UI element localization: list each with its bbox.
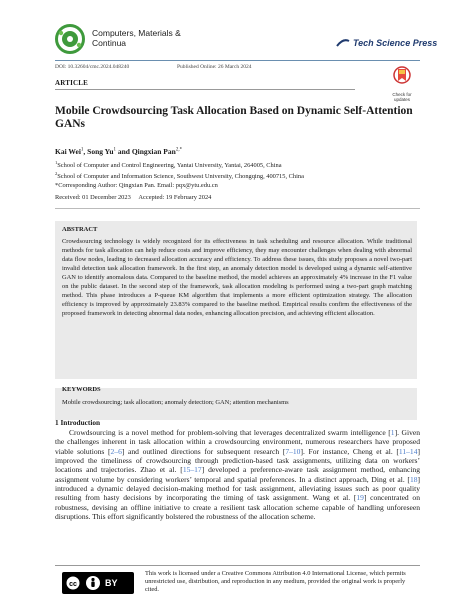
affiliation: $^2$School of Computer and Information Science, Southwest University, Chongqing, 400715, China [55,171,304,181]
citation-link[interactable]: 11–14 [398,446,418,456]
corresponding-author[interactable]: *Corresponding Author: Qingxian Pan. Email: pqx@ytu.edu.cn [55,182,218,189]
journal-logo [55,24,85,54]
article-type-label: ARTICLE [55,79,89,87]
keywords-heading: KEYWORDS [62,386,101,393]
received-accepted-dates: Received: 01 December 2023 Accepted: 19 February 2024 [55,194,212,201]
publisher-swoosh-icon [336,38,350,48]
keywords-text: Mobile crowdsourcing; task allocation; anomaly detection; GAN; attention mechanisms [62,399,289,406]
dates-divider [55,208,420,209]
introduction-paragraph: Crowdsourcing is a novel method for problem-solving that leverages decentralized swarm intelligence [1]. Given the challenges inherent in task allocation within a crowdsourcing environment, numerous researchers have proposed viable solutions [2–6] and outlined directions for subsequent research [7–10]. For instance, Cheng et al. [11–14] improved the timeliness of crowdsourcing through prediction-based task assignments, utilizing data on workers’ locations and trajectories. Zhao et al. [15–17] developed a preference-aware task assignment method, enhancing assignment volume by considering workers’ temporal and spatial preferences. In a distinct approach, Ding et al. [18] introduced a dynamic delayed decision-making method for task assignment, alleviating issues such as poor quality resulting from hasty decisions by incorporating the timing of task assignment. Wang et al. [19] concentrated on robustness, devising an offline initiative to create a resilient task allocation scheme capable of handling unforeseen disruptions. This effort significantly bolstered the robustness of the allocation scheme. [55,428,420,522]
author-list: Kai Wei$^1$, Song Yu$^1$ and Qingxian Pan$^{2,*}$ [55,147,183,156]
header-divider [55,60,420,61]
published-date: Published Online: 26 March 2024 [177,64,252,70]
check-for-updates-button[interactable] [387,66,417,100]
abstract-heading: ABSTRACT [62,226,98,233]
author-name[interactable]: and Qingxian Pan [116,147,176,156]
paper-title: Mobile Crowdsourcing Task Allocation Based on Dynamic Self-Attention GANs [55,105,413,130]
article-divider [55,89,355,90]
bookmark-icon [393,66,411,86]
section-heading-introduction: 1 Introduction [55,418,101,427]
publisher-logo [336,38,437,48]
license-text: This work is licensed under a Creative Commons Attribution 4.0 International License, which permits unrestricted use, distribution, and reproduction in any medium, provided the original work is properly cited. [145,570,406,594]
citation-link[interactable]: 1 [390,428,395,437]
doi-text[interactable]: DOI: 10.32604/cmc.2024.048240 [55,64,130,70]
citation-link[interactable]: 2–6 [110,446,122,456]
citation-link[interactable]: 7–10 [285,446,301,456]
publisher-name: Tech Science Press [353,38,438,48]
cc-by-label: BY [105,578,118,588]
citation-link[interactable]: 18 [409,474,418,484]
abstract-text: Crowdsourcing technology is widely recognized for its effectiveness in task scheduling and resource allocation. While traditional methods for task allocation can help reduce costs and improve efficiency, they may encounter challenges when dealing with abnormal data flow nodes, leading to decreased allocation accuracy and efficiency. To address these issues, this study proposes a novel two-part invalid detection task allocation framework. In the first step, an anomaly detection model is developed using a dynamic self-attentive GAN to identify anomalous data. Compared to the baseline method, the model achieves an approximately 4% increase in the F1 value on the public dataset. In the second step of the framework, task allocation modeling is performed using a two-part graph matching method. This phase introduces a P-queue KM algorithm that implements a more efficient optimization strategy. The allocation efficiency is improved by approximately 23.83% compared to the baseline method. Empirical results confirm the effectiveness of the proposed framework in detecting abnormal data nodes, enhancing allocation precision, and achieving efficient allocation. [62,238,412,317]
svg-text:cc: cc [69,581,77,588]
affiliation: $^1$School of Computer and Control Engineering, Yantai University, Yantai, 264005, China [55,160,282,170]
creative-commons-icon [65,575,81,591]
author-name[interactable]: , Song Yu [83,147,114,156]
journal-name: Computers, Materials & Continua [92,28,181,48]
author-name[interactable]: Kai Wei [55,147,81,156]
citation-link[interactable]: 15–17 [182,465,202,475]
license-divider [55,565,420,566]
attribution-person-icon [85,575,101,591]
citation-link[interactable]: 19 [356,493,364,503]
check-updates-label: Check for updates [392,92,412,102]
cc-by-license-badge[interactable] [62,572,134,594]
